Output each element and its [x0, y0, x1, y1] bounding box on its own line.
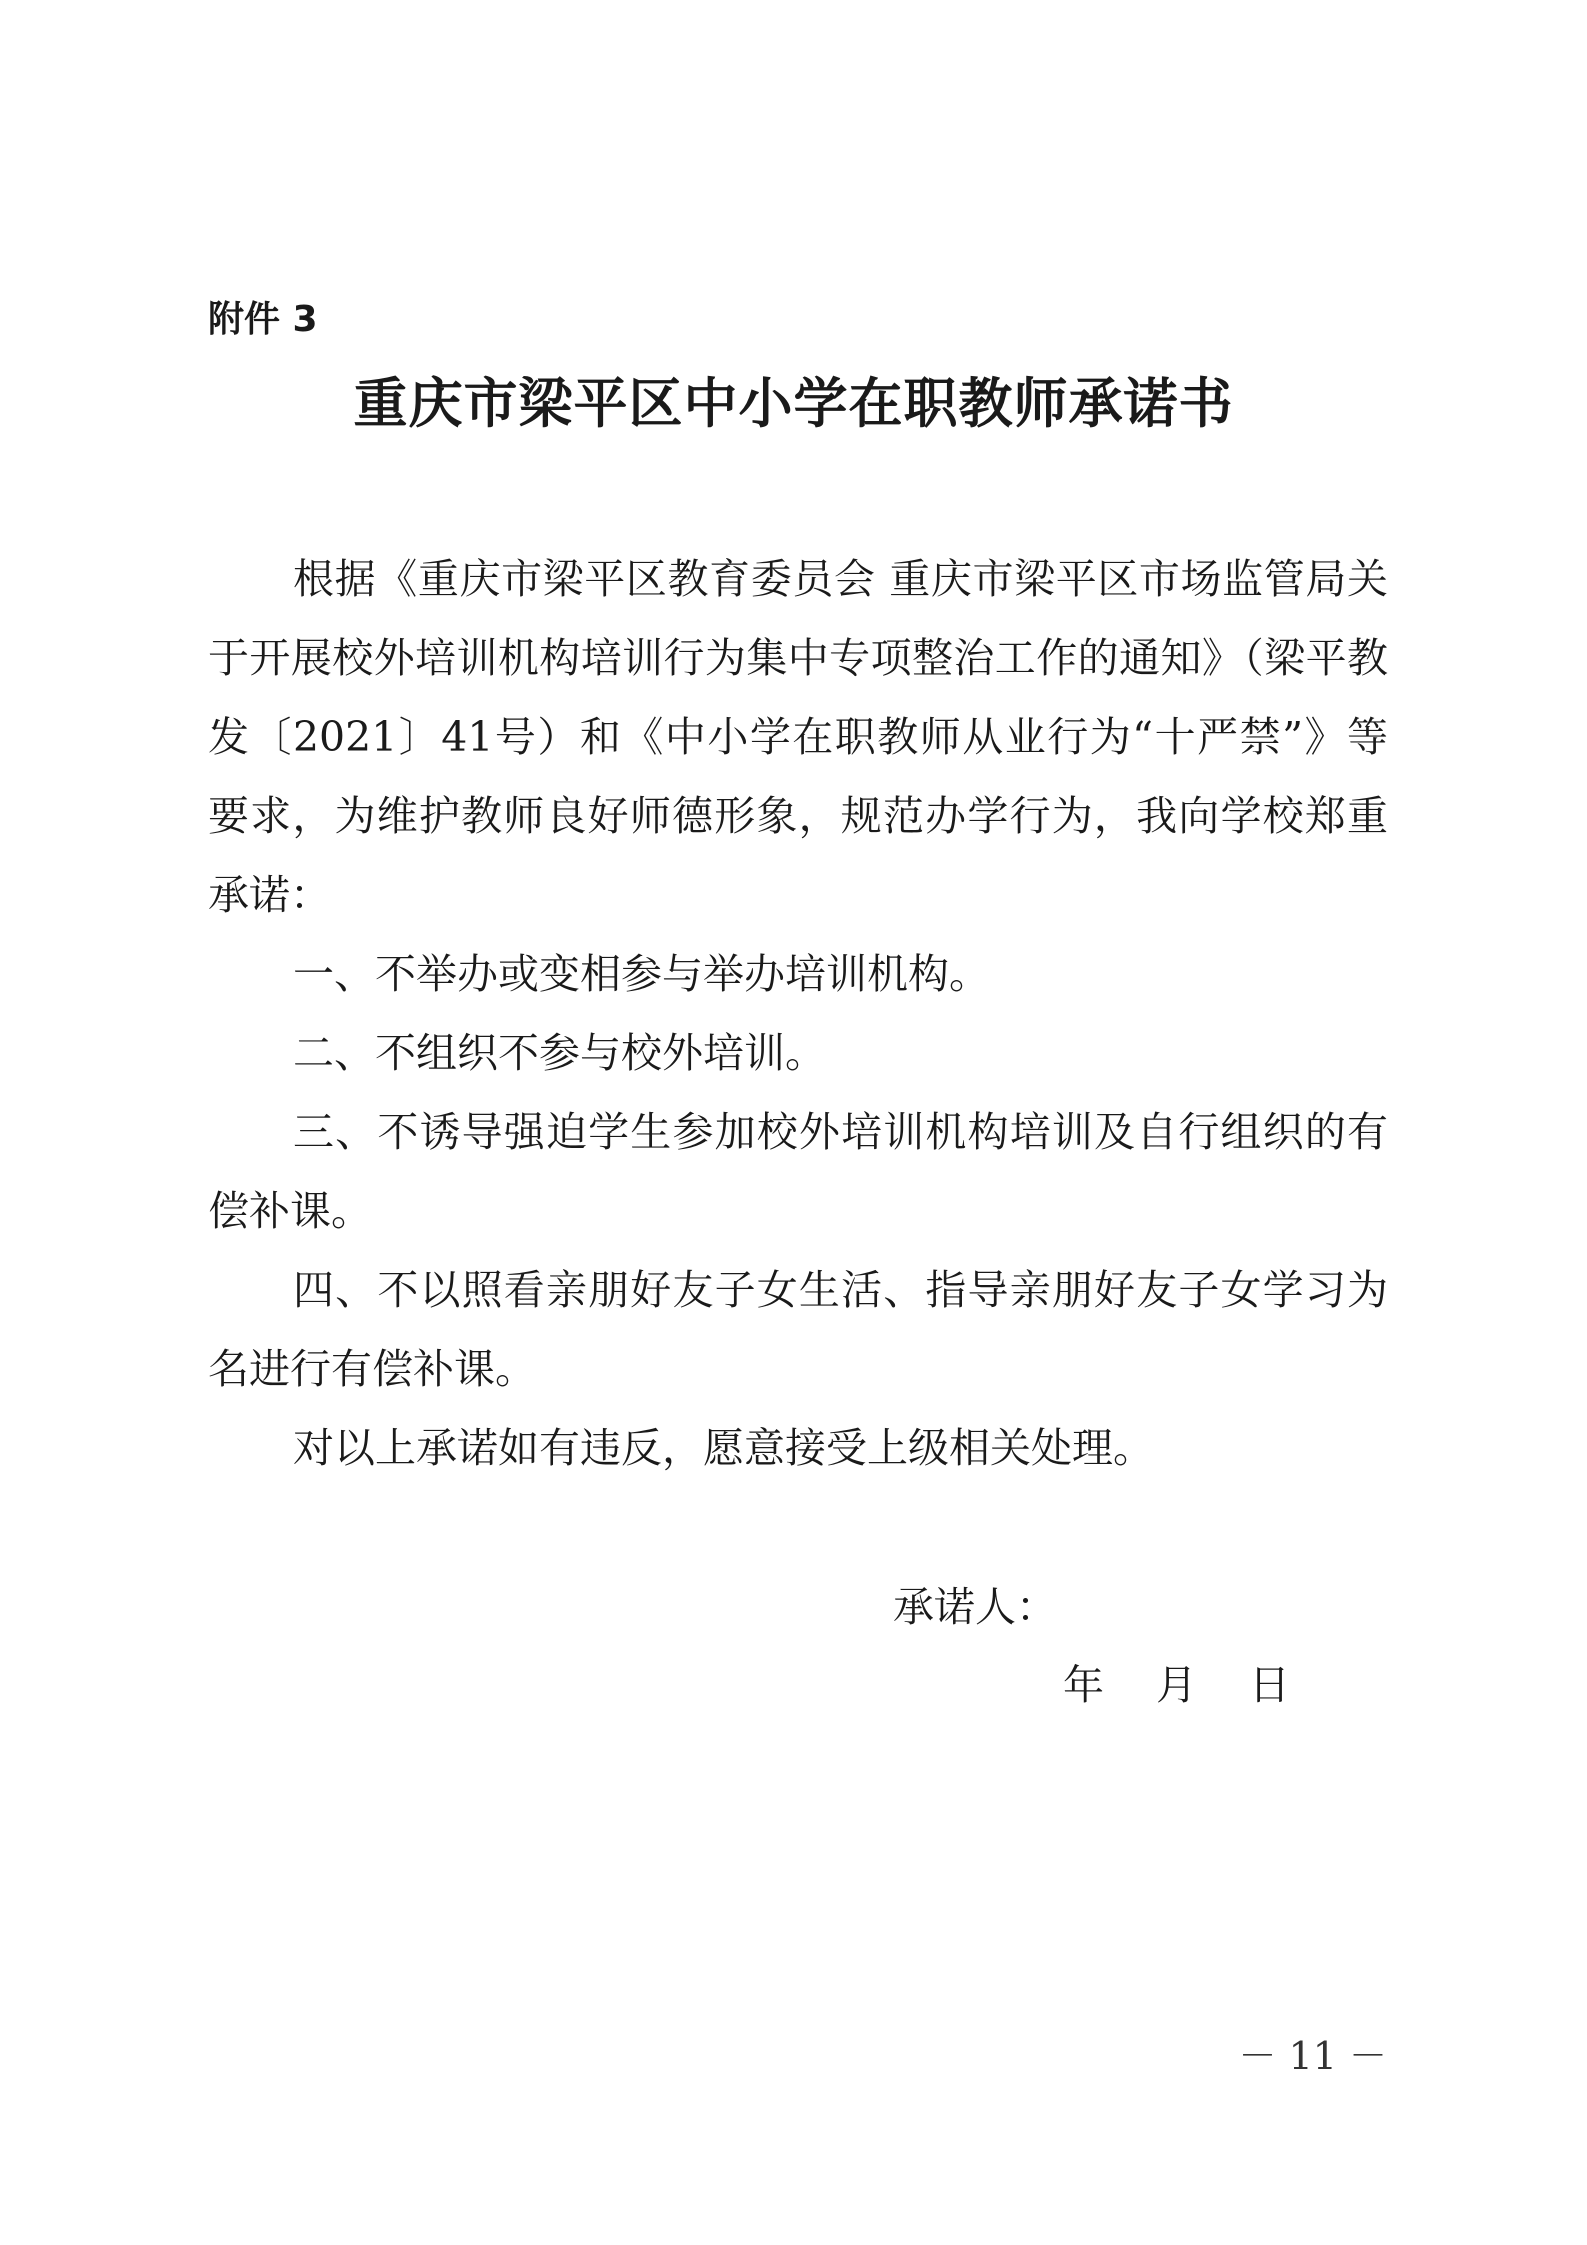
date-year: 年 — [1063, 1661, 1104, 1709]
signature-label: 承诺人： — [893, 1583, 1057, 1631]
paragraph-closing: 对以上承诺如有违反，愿意接受上级相关处理。 — [293, 1424, 1154, 1472]
attachment-label: 附件 3 — [208, 299, 318, 340]
paragraph-item-3: 三、不诱导强迫学生参加校外培训机构培训及自行组织的有偿补课。 — [208, 1108, 1388, 1235]
date-day: 日 — [1249, 1661, 1290, 1709]
document-title: 重庆市梁平区中小学在职教师承诺书 — [353, 372, 1234, 435]
document-body — [208, 540, 1388, 1488]
page-number: － 11 － — [1238, 2034, 1387, 2078]
signature-date — [1063, 1660, 1290, 1710]
paragraph-item-2: 二、不组织不参与校外培训。 — [293, 1029, 826, 1077]
paragraph-intro: 根据《重庆市梁平区教育委员会 重庆市梁平区市场监管局关于开展校外培训机构培训行为集中专项整治工作的通知》（梁平教发〔2021〕41号）和《中小学在职教师从业行为“十严禁”》等要求，为维护教师良好师德形象，规范办学行为，我向学校郑重承诺： — [208, 555, 1388, 919]
paragraph-item-4: 四、不以照看亲朋好友子女生活、指导亲朋好友子女学习为名进行有偿补课。 — [208, 1266, 1388, 1393]
date-month: 月 — [1156, 1661, 1197, 1709]
paragraph-item-1: 一、不举办或变相参与举办培训机构。 — [293, 950, 990, 998]
